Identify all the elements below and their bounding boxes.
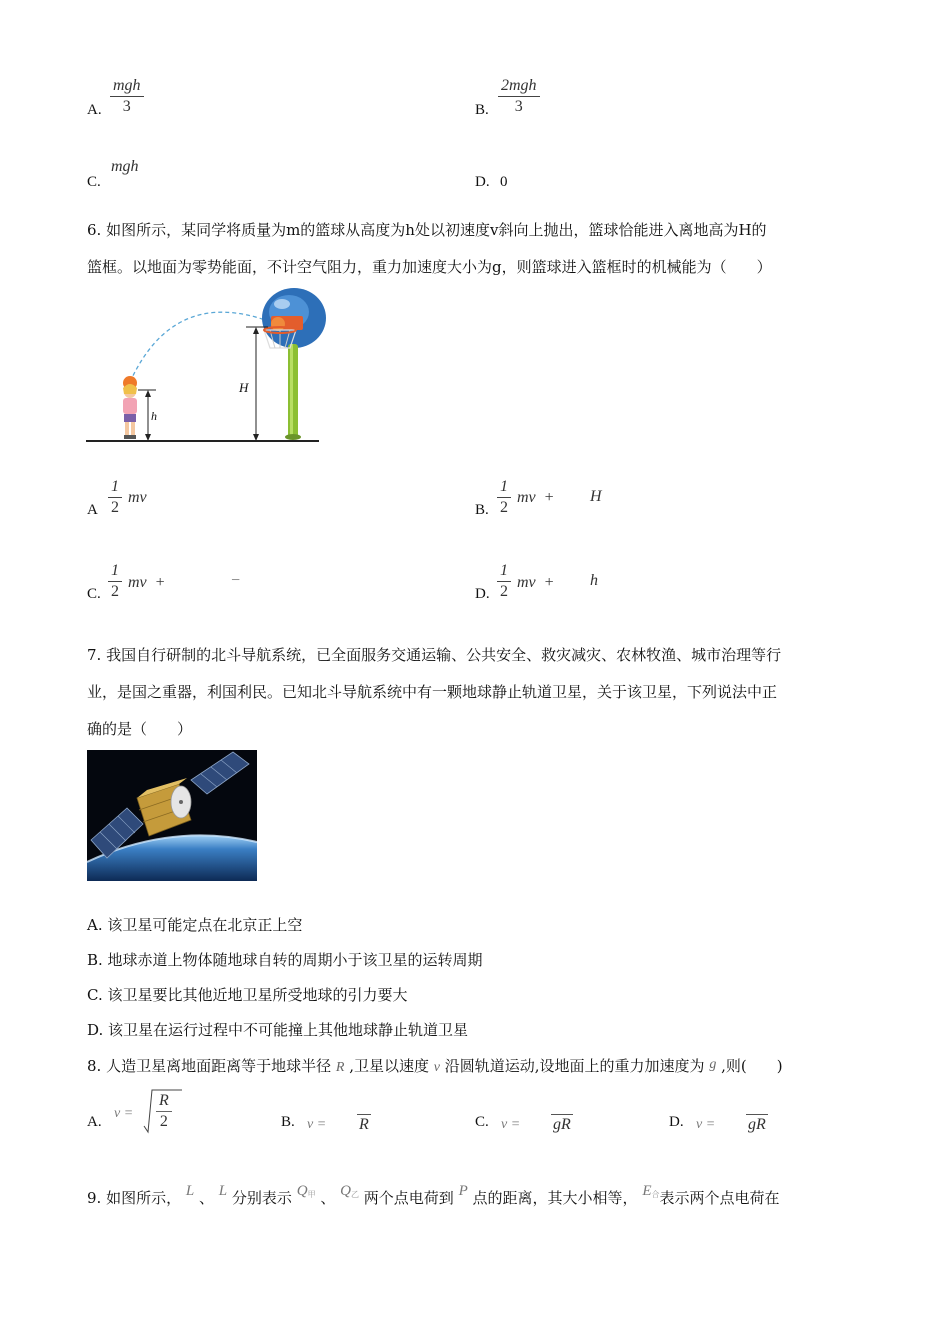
q5-option-d-label: D.	[475, 174, 490, 190]
q6-option-a-fraction	[108, 477, 122, 518]
q5-option-c-expression: mgh	[111, 158, 139, 175]
q6-figure-label-H: H	[239, 380, 249, 395]
q8-stem-suffix: ,则( )	[721, 1057, 783, 1075]
q9-suffix: 表示两个点电荷在	[659, 1189, 780, 1207]
q8-var-v: v	[433, 1060, 440, 1075]
q9-var-E: E	[642, 1183, 652, 1199]
q9-var-Q2-subscript: 乙	[350, 1190, 359, 1199]
q8-option-d-label: D.	[669, 1114, 684, 1130]
q5-option-b-numerator: 2mgh	[498, 76, 540, 97]
q7-stem-line-1: 7. 我国自行研制的北斗导航系统，已全面服务交通运输、公共安全、救灾减灾、农林牧渔、城市治理等行	[87, 646, 782, 664]
q5-option-a-fraction	[110, 76, 144, 117]
q6-option-c-fraction	[108, 561, 122, 602]
q7-option-a: A. 该卫星可能定点在北京正上空	[87, 916, 303, 934]
q5-option-d-value: 0	[500, 174, 508, 190]
q8-var-R: R	[335, 1060, 345, 1075]
q6-option-c-minus: −	[230, 572, 241, 589]
q9-separator-2: 、	[320, 1189, 336, 1207]
q8-stem-mid: ,卫星以速度	[349, 1057, 429, 1075]
q6-option-c-numerator: 1	[108, 561, 122, 582]
q6-option-a-label: A	[87, 502, 98, 518]
q9-var-E-subscript: 合	[651, 1190, 660, 1199]
q6-option-a-numerator: 1	[108, 477, 122, 498]
q6-option-b-expression: mv +	[517, 489, 555, 506]
q8-stem-mid2: 沿圆轨道运动,设地面上的重力加速度为	[444, 1057, 705, 1075]
q5-option-b-label: B.	[475, 102, 489, 118]
q8-option-b-lhs: v =	[307, 1117, 327, 1132]
q5-option-c-label: C.	[87, 174, 101, 190]
q9-stem	[87, 1183, 780, 1208]
q6-stem-line-2: 篮框。以地面为零势能面，不计空气阻力，重力加速度大小为g，则篮球进入篮框时的机械能为（ ）	[87, 258, 772, 276]
q6-stem-line-1: 6. 如图所示，某同学将质量为m的篮球从高度为h处以初速度v斜向上抛出，篮球恰能进入离地高为H的	[87, 221, 767, 239]
q6-option-b-fraction	[497, 477, 511, 518]
q9-var-L1: L	[185, 1183, 195, 1199]
q9-prefix: 9. 如图所示，	[87, 1189, 182, 1207]
q5-option-a-numerator: mgh	[110, 76, 144, 97]
q9-var-Q1-subscript: 甲	[307, 1190, 316, 1199]
q8-option-a-fraction	[156, 1091, 172, 1132]
q7-stem-line-2: 业，是国之重器，利国利民。已知北斗导航系统中有一颗地球静止轨道卫星，关于该卫星，下列说法中正	[87, 683, 778, 701]
q8-option-d-radicand: gR	[748, 1116, 766, 1133]
q7-option-b: B. 地球赤道上物体随地球自转的周期小于该卫星的运转周期	[87, 951, 483, 969]
q6-option-d-numerator: 1	[497, 561, 511, 582]
q9-var-P: P	[458, 1183, 468, 1199]
q5-option-b-denominator: 3	[514, 98, 523, 115]
q8-option-b-radicand: R	[359, 1116, 369, 1133]
q6-option-d-expression: mv +	[517, 574, 555, 591]
q6-option-d-fraction	[497, 561, 511, 602]
q6-option-c-label: C.	[87, 586, 101, 602]
q7-option-c: C. 该卫星要比其他近地卫星所受地球的引力要大	[87, 986, 408, 1004]
q7-option-d: D. 该卫星在运行过程中不可能撞上其他地球静止轨道卫星	[87, 1021, 469, 1039]
q6-option-c-expression: mv +	[128, 574, 166, 591]
q9-separator-1: 、	[199, 1189, 215, 1207]
q8-option-c-label: C.	[475, 1114, 489, 1130]
q8-var-g: g	[709, 1057, 717, 1072]
q9-var-Q2: Q	[340, 1183, 351, 1199]
q6-option-c-denominator: 2	[111, 583, 119, 600]
q6-option-b-denominator: 2	[500, 499, 508, 516]
q6-option-a-denominator: 2	[111, 499, 119, 516]
q5-option-a-denominator: 3	[122, 98, 131, 115]
q9-var-L2: L	[218, 1183, 228, 1199]
q8-option-c-radicand: gR	[553, 1116, 571, 1133]
q8-option-d-lhs: v =	[696, 1117, 716, 1132]
q7-satellite-image	[87, 750, 257, 881]
q6-figure-label-h: h	[151, 409, 157, 423]
q8-option-a-denominator: 2	[159, 1113, 168, 1130]
q8-stem-prefix: 8. 人造卫星离地面距离等于地球半径	[87, 1057, 332, 1075]
q6-option-b-label: B.	[475, 502, 489, 518]
q9-mid-3: 点的距离，其大小相等，	[472, 1189, 638, 1207]
q8-option-c-lhs: v =	[501, 1117, 521, 1132]
q6-option-d-tail: h	[590, 572, 598, 589]
q5-option-a-label: A.	[87, 102, 102, 118]
q6-option-b-numerator: 1	[497, 477, 511, 498]
q6-basketball-figure	[86, 286, 331, 448]
q6-option-d-label: D.	[475, 586, 490, 602]
q9-var-Q1: Q	[296, 1183, 308, 1199]
q8-option-a-label: A.	[87, 1114, 102, 1130]
q6-option-d-denominator: 2	[500, 583, 508, 600]
q8-option-a-numerator: R	[156, 1091, 172, 1112]
q8-option-b-label: B.	[281, 1114, 295, 1130]
q6-option-a-expression: mv	[128, 489, 147, 506]
q7-stem-line-3: 确的是（ ）	[87, 720, 193, 738]
q8-stem	[87, 1055, 783, 1076]
q5-option-b-fraction	[498, 76, 540, 117]
q9-mid-1: 分别表示	[231, 1189, 292, 1207]
q9-mid-2: 两个点电荷到	[363, 1189, 454, 1207]
q6-option-b-tail: H	[590, 488, 602, 505]
q8-option-a-lhs: v =	[114, 1106, 134, 1121]
